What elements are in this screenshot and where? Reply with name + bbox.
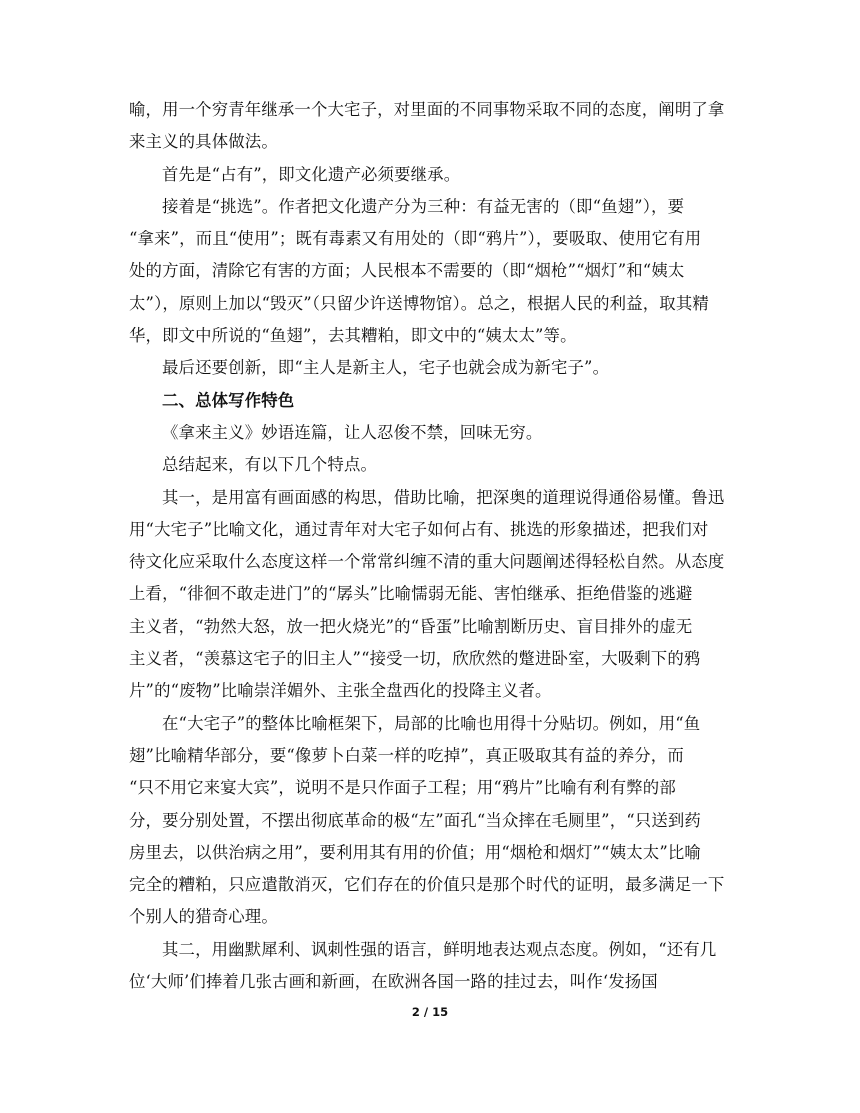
text-line: 个别人的猎奇心理。 xyxy=(129,907,278,927)
text-line: “只不用它来宴大宾”，说明不是只作面子工程；用“鸦片”比喻有利有弊的部 xyxy=(129,778,676,798)
section-heading: 二、总体写作特色 xyxy=(162,390,295,410)
text-line: 完全的糟粕，只应遣散消灭，它们存在的价值只是那个时代的证明，最多满足一下 xyxy=(129,875,725,895)
document-body xyxy=(129,94,739,998)
text-line: 喻，用一个穷青年继承一个大宅子，对里面的不同事物采取不同的态度，阐明了拿 xyxy=(129,100,725,119)
text-line: 处的方面，清除它有害的方面；人民根本不需要的（即“烟枪”“烟灯”和“姨太 xyxy=(129,261,685,281)
page-number: 2 / 15 xyxy=(411,1005,449,1019)
text-line: 在“大宅子”的整体比喻框架下，局部的比喻也用得十分贴切。例如，用“鱼 xyxy=(162,713,701,733)
text-line: 最后还要创新，即“主人是新主人，宅子也就会成为新宅子”。 xyxy=(162,358,610,378)
text-line: 上看，“徘徊不敢走进门”的“孱头”比喻懦弱无能、害怕继承、拒绝借鉴的逃避 xyxy=(129,584,693,604)
text-line: 接着是“挑选”。作者把文化遗产分为三种：有益无害的（即“鱼翅”），要 xyxy=(162,196,685,216)
text-line: 总结起来，有以下几个特点。 xyxy=(162,455,378,475)
text-line: 《拿来主义》妙语连篇，让人忍俊不禁，回味无穷。 xyxy=(162,422,543,442)
text-line: 主义者，“勃然大怒，放一把火烧光”的“昏蛋”比喻割断历史、盲目排外的虚无 xyxy=(129,616,693,636)
text-line: 太”），原则上加以“毁灭”（只留少许送博物馆）。总之，根据人民的利益，取其精 xyxy=(129,293,709,313)
text-line: 来主义的具体做法。 xyxy=(129,132,278,152)
text-line: 片”的“废物”比喻崇洋媚外、主张全盘西化的投降主义者。 xyxy=(129,681,552,701)
text-line: 其一，是用富有画面感的构思，借助比喻，把深奥的道理说得通俗易懂。鲁迅 xyxy=(162,487,725,507)
text-line: 首先是“占有”，即文化遗产必须要继承。 xyxy=(162,164,461,184)
text-line: 华，即文中所说的“鱼翅”，去其糟粕，即文中的“姨太太”等。 xyxy=(129,326,577,346)
text-line: 位‘大师’们捧着几张古画和新画，在欧洲各国一路的挂过去，叫作‘发扬国 xyxy=(129,972,658,992)
text-line: 房里去，以供治病之用”，要利用其有用的价值；用“烟枪和烟灯”“姨太太”比喻 xyxy=(129,842,701,862)
text-line: 主义者，“羡慕这宅子的旧主人”“接受一切，欣欣然的蹩进卧室，大吸剩下的鸦 xyxy=(129,649,701,669)
text-line: 待文化应采取什么态度这样一个常常纠缠不清的重大问题阐述得轻松自然。从态度 xyxy=(129,552,725,572)
text-line: 分，要分别处置，不摆出彻底革命的极“左”面孔“当众摔在毛厕里”，“只送到药 xyxy=(129,810,701,830)
text-line: “拿来”，而且“使用”；既有毒素又有用处的（即“鸦片”），要吸取、使用它有用 xyxy=(129,229,702,249)
text-line: 翅”比喻精华部分，要“像萝卜白菜一样的吃掉”，真正吸取其有益的养分，而 xyxy=(129,745,684,765)
text-line: 其二，用幽默犀利、讽刺性强的语言，鲜明地表达观点态度。例如，“还有几 xyxy=(162,939,717,959)
text-line: 用“大宅子”比喻文化，通过青年对大宅子如何占有、挑选的形象描述，把我们对 xyxy=(129,519,709,539)
